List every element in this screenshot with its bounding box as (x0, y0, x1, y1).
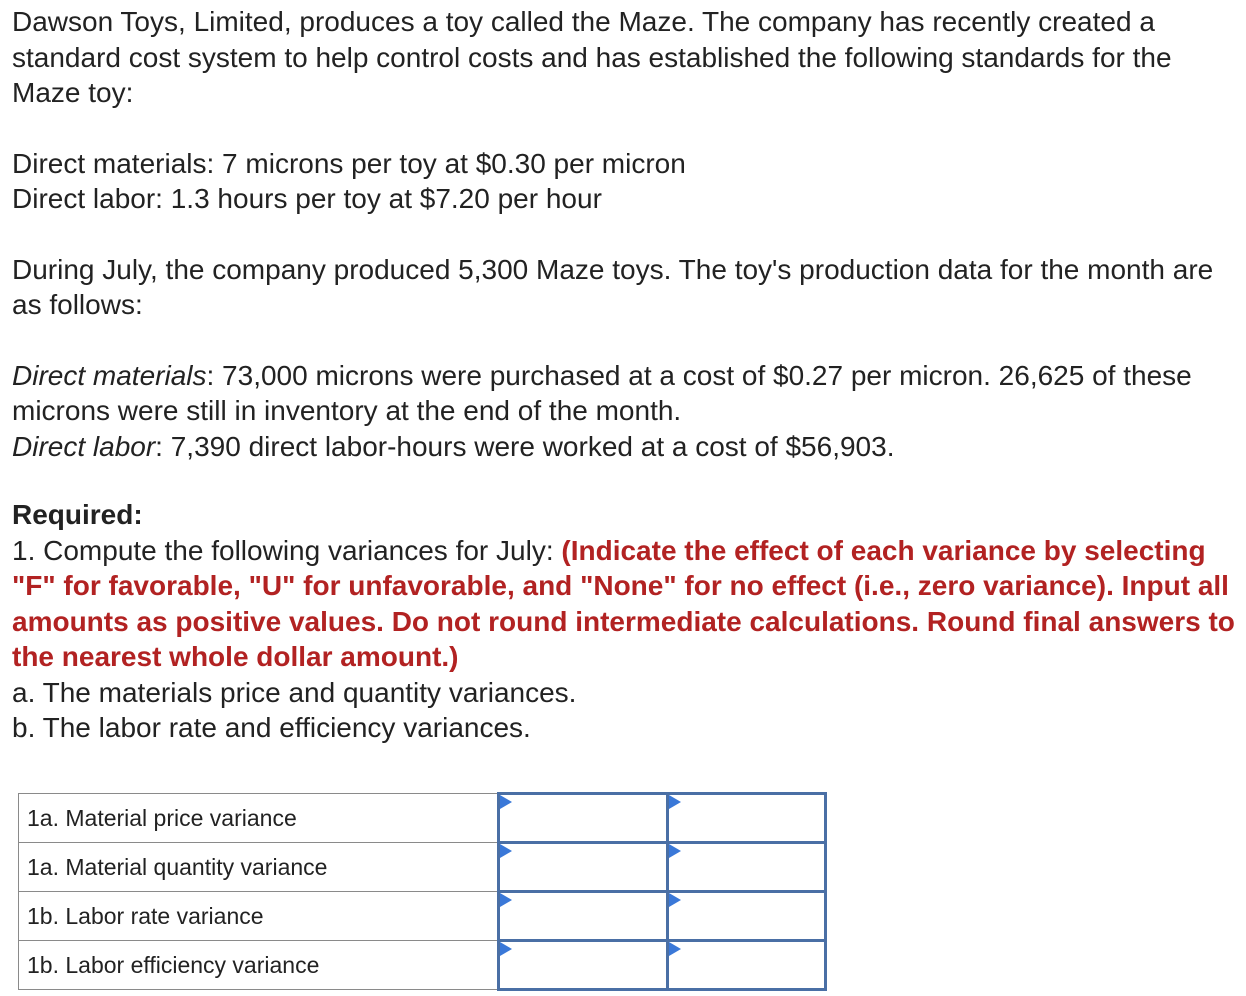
actual-materials-label: Direct materials (12, 359, 207, 391)
amount-input[interactable] (669, 942, 824, 988)
question-1-prefix: 1. Compute the following variances for July: (12, 534, 562, 566)
actual-labor-text: : 7,390 direct labor-hours were worked at a cost of $56,903. (155, 430, 895, 462)
dropdown-marker-icon (500, 942, 512, 956)
question-1-instructions: (Indicate the effect of each variance by selecting "F" for favorable, "U" for unfavorable, and "None" for no effect (i.e., zero variance). Input all amounts as positive values. Do not round intermediate calculations. Round final answers to the nearest whole dollar amount.) (12, 534, 1235, 672)
dropdown-marker-icon (669, 795, 681, 809)
amount-dropdown[interactable] (668, 941, 826, 990)
production-paragraph: During July, the company produced 5,300 Maze toys. The toy's production data for the month are as follows: (12, 253, 1214, 320)
amount-dropdown[interactable] (668, 794, 826, 843)
standard-labor: Direct labor: 1.3 hours per toy at $7.20 per hour (12, 183, 602, 214)
standard-materials: Direct materials: 7 microns per toy at $0.30 per micron (12, 147, 686, 179)
effect-input[interactable] (500, 795, 666, 841)
effect-input[interactable] (500, 942, 666, 988)
variance-answer-table (18, 792, 827, 991)
required-heading: Required: (12, 499, 143, 530)
dropdown-marker-icon (669, 844, 681, 858)
row-label: 1b. Labor rate variance (19, 892, 499, 941)
dropdown-marker-icon (500, 795, 512, 809)
problem-statement (12, 4, 1237, 746)
amount-input[interactable] (669, 893, 824, 939)
dropdown-marker-icon (669, 893, 681, 907)
effect-input[interactable] (500, 844, 666, 890)
effect-input[interactable] (500, 893, 666, 939)
question-1a: a. The materials price and quantity variances. (12, 676, 577, 708)
effect-dropdown[interactable] (499, 892, 668, 941)
dropdown-marker-icon (669, 942, 681, 956)
amount-input[interactable] (669, 795, 824, 841)
table-row (19, 892, 826, 941)
effect-dropdown[interactable] (499, 941, 668, 990)
actual-labor-label: Direct labor (12, 430, 156, 462)
row-label: 1a. Material price variance (19, 794, 499, 843)
table-row (19, 941, 826, 990)
amount-dropdown[interactable] (668, 892, 826, 941)
row-label: 1b. Labor efficiency variance (19, 941, 499, 990)
dropdown-marker-icon (500, 893, 512, 907)
row-label: 1a. Material quantity variance (19, 843, 499, 892)
actual-materials-text: : 73,000 microns were purchased at a cost of $0.27 per micron. 26,625 of these microns were still in inventory at the end of the month. (12, 359, 1192, 426)
table-row (19, 843, 826, 892)
actual-labor (12, 429, 1237, 465)
effect-dropdown[interactable] (499, 794, 668, 843)
table-row (19, 794, 826, 843)
dropdown-marker-icon (500, 844, 512, 858)
intro-paragraph: Dawson Toys, Limited, produces a toy called the Maze. The company has recently created a standard cost system to help control costs and has established the following standards for the Maze toy: (12, 6, 1172, 108)
amount-input[interactable] (669, 844, 824, 890)
effect-dropdown[interactable] (499, 843, 668, 892)
amount-dropdown[interactable] (668, 843, 826, 892)
question-1b: b. The labor rate and efficiency variances. (12, 712, 531, 743)
question-1 (12, 533, 1237, 675)
actual-materials (12, 358, 1237, 429)
